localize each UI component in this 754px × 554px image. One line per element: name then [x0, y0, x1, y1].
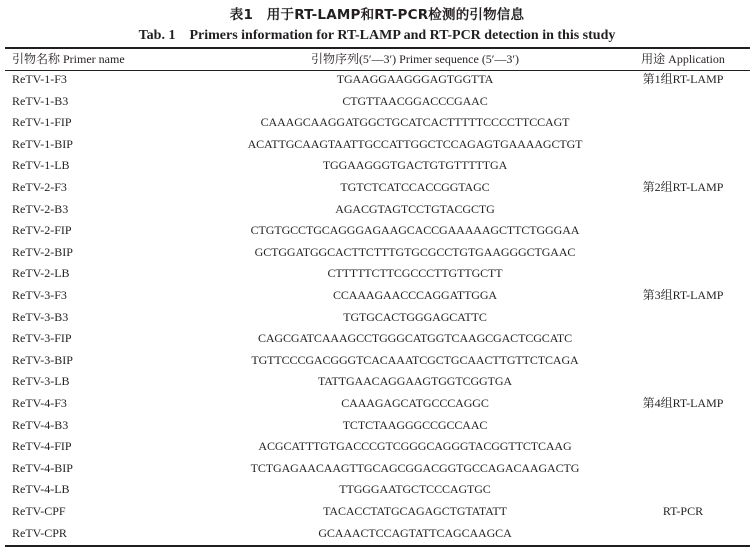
primer-name-cell: ReTV-4-B3: [12, 418, 69, 432]
header-primer-sequence: 引物序列(5′—3′) Primer sequence (5′—3′): [310, 52, 520, 66]
primer-name-cell: ReTV-1-BIP: [12, 137, 73, 151]
primer-sequence-cell: ACATTGCAAGTAATTGCCATTGGCTCCAGAGTGAAAAGCTGT: [247, 137, 583, 151]
primer-name-cell: ReTV-CPR: [12, 526, 67, 540]
application-cell: RT-PCR: [662, 504, 704, 518]
table-bottom-rule: [5, 545, 750, 547]
application-cell: 第1组RT-LAMP: [642, 72, 724, 86]
primer-name-cell: ReTV-1-B3: [12, 94, 69, 108]
primer-sequence-cell: CTTTTTCTTCGCCCTTGTTGCTT: [327, 266, 503, 280]
application-cell: 第2组RT-LAMP: [642, 180, 724, 194]
primer-sequence-cell: CCAAAGAACCCAGGATTGGA: [332, 288, 497, 302]
primer-sequence-cell: TGTGCACTGGGAGCATTC: [343, 310, 487, 324]
primer-name-cell: ReTV-1-LB: [12, 158, 70, 172]
application-cell: 第3组RT-LAMP: [642, 288, 724, 302]
primer-sequence-cell: TTGGGAATGCTCCCAGTGC: [339, 482, 491, 496]
primer-sequence-cell: TATTGAACAGGAAGTGGTCGGTGA: [318, 374, 512, 388]
primer-sequence-cell: TGAAGGAAGGGAGTGGTTA: [336, 72, 494, 86]
table-title-english: Tab. 1 Primers information for RT-LAMP and RT-PCR detection in this study: [138, 28, 616, 43]
primer-name-cell: ReTV-1-F3: [12, 72, 67, 86]
table-title-chinese: 表1 用于RT-LAMP和RT-PCR检测的引物信息: [229, 7, 525, 23]
primer-name-cell: ReTV-4-F3: [12, 396, 67, 410]
primer-sequence-cell: GCTGGATGGCACTTCTTTGTGCGCCTGTGAAGGGCTGAAC: [254, 245, 576, 259]
primer-sequence-cell: CAAAGCAAGGATGGCTGCATCACTTTTTCCCCTTCCAGT: [260, 115, 570, 129]
primer-name-cell: ReTV-3-B3: [12, 310, 69, 324]
primer-sequence-cell: TGGAAGGGTGACTGTGTTTTTGA: [322, 158, 508, 172]
primer-sequence-cell: TGTCTCATCCACCGGTAGC: [340, 180, 490, 194]
primer-name-cell: ReTV-2-BIP: [12, 245, 73, 259]
primer-name-cell: ReTV-3-BIP: [12, 353, 73, 367]
primer-sequence-cell: TCTGAGAACAAGTTGCAGCGGACGGTGCCAGACAAGACTG: [250, 461, 580, 475]
table-header-rule: [5, 70, 750, 71]
primer-sequence-cell: CTGTGCCTGCAGGGAGAAGCACCGAAAAAGCTTCTGGGAA: [250, 223, 580, 237]
primer-name-cell: ReTV-3-LB: [12, 374, 70, 388]
header-primer-name: 引物名称 Primer name: [12, 52, 125, 66]
primer-name-cell: ReTV-4-FIP: [12, 439, 72, 453]
primer-name-cell: ReTV-4-BIP: [12, 461, 73, 475]
primer-sequence-cell: CTGTTAACGGACCCGAAC: [342, 94, 488, 108]
primer-name-cell: ReTV-2-B3: [12, 202, 69, 216]
primer-name-cell: ReTV-CPF: [12, 504, 66, 518]
header-application: 用途 Application: [641, 52, 725, 66]
primer-name-cell: ReTV-3-FIP: [12, 331, 72, 345]
primer-name-cell: ReTV-4-LB: [12, 482, 70, 496]
primer-name-cell: ReTV-1-FIP: [12, 115, 72, 129]
primer-sequence-cell: CAGCGATCAAAGCCTGGGCATGGTCAAGCGACTCGCATC: [257, 331, 573, 345]
primer-name-cell: ReTV-2-LB: [12, 266, 70, 280]
primer-sequence-cell: AGACGTAGTCCTGTACGCTG: [335, 202, 495, 216]
primer-name-cell: ReTV-2-F3: [12, 180, 67, 194]
table-top-rule: [5, 47, 750, 49]
primer-sequence-cell: TACACCTATGCAGAGCTGTATATT: [323, 504, 507, 518]
primer-name-cell: ReTV-3-F3: [12, 288, 67, 302]
primer-sequence-cell: TGTTCCCGACGGGTCACAAATCGCTGCAACTTGTTCTCAGA: [251, 353, 579, 367]
primer-name-cell: ReTV-2-FIP: [12, 223, 72, 237]
primer-sequence-cell: GCAAACTCCAGTATTCAGCAAGCA: [318, 526, 512, 540]
application-cell: 第4组RT-LAMP: [642, 396, 724, 410]
primer-sequence-cell: CAAAGAGCATGCCCAGGC: [341, 396, 489, 410]
primer-sequence-cell: TCTCTAAGGGCCGCCAAC: [342, 418, 488, 432]
primer-sequence-cell: ACGCATTTGTGACCCGTCGGGCAGGGTACGGTTCTCAAG: [258, 439, 572, 453]
